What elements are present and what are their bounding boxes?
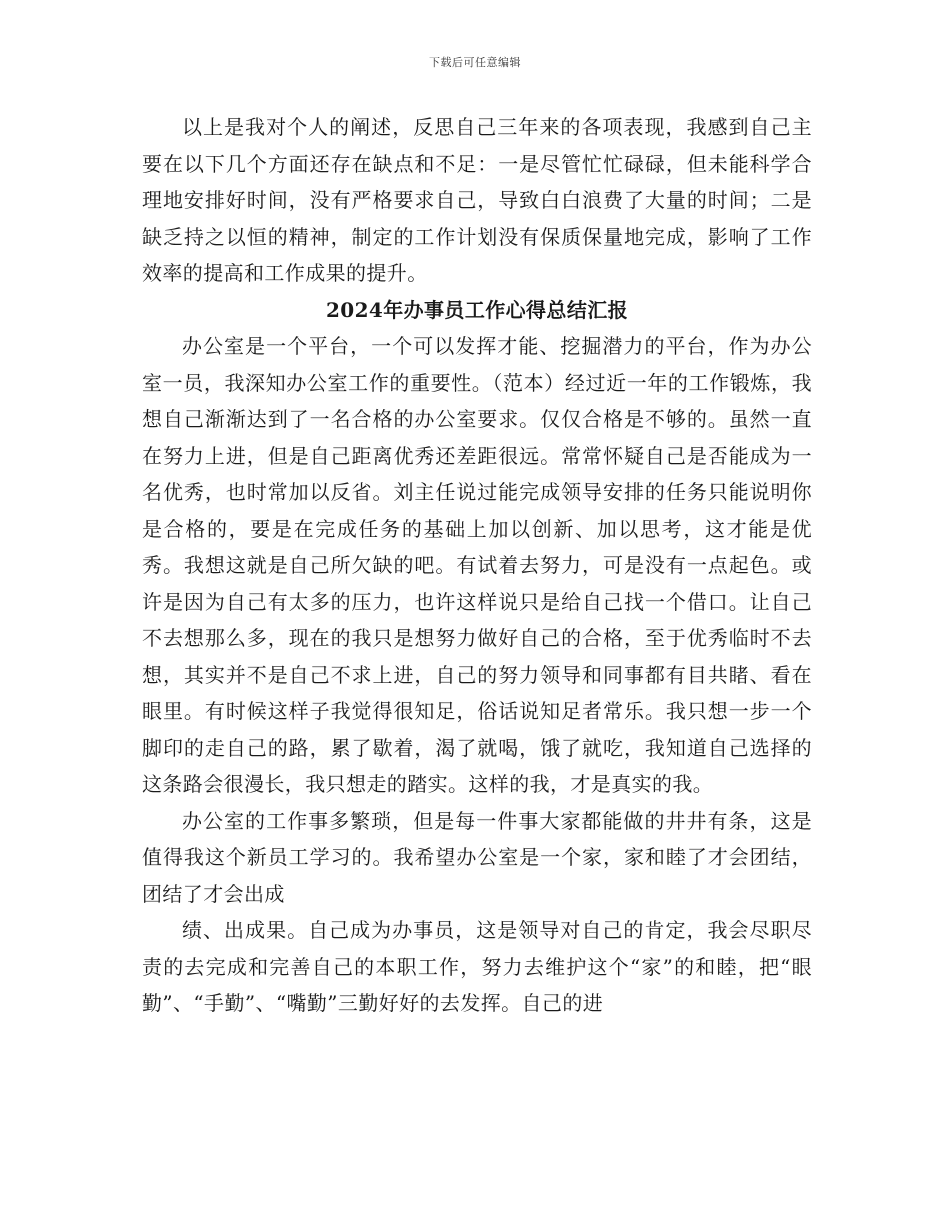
paragraph-3: 绩、出成果。自己成为办事员，这是领导对自己的肯定，我会尽职尽责的去完成和完善自己的本职工作，努力去维护这个“家”的和睦，把“眼勤”、“手勤”、“嘴勤”三勤好好的去发挥。自己的进 — [142, 918, 812, 1015]
paragraph-2: 办公室的工作事多繁琐，但是每一件事大家都能做的井井有条，这是值得我这个新员工学习的。我希望办公室是一个家，家和睦了才会团结，团结了才会出成 — [142, 808, 812, 906]
paragraph-intro: 以上是我对个人的阐述，反思自己三年来的各项表现，我感到自己主要在以下几个方面还存在缺点和不足：一是尽管忙忙碌碌，但未能科学合理地安排好时间，没有严格要求自己，导致白白浪费了大量的时间；二是缺乏持之以恒的精神，制定的工作计划没有保质保量地完成，影响了工作效率的提高和工作成果的提升。 — [142, 115, 812, 285]
section-title: 2024年办事员工作心得总结汇报 — [325, 297, 629, 322]
document-body — [142, 109, 812, 1022]
page-header-note: 下载后可任意编辑 — [429, 56, 521, 69]
paragraph-1: 办公室是一个平台，一个可以发挥才能、挖掘潜力的平台，作为办公室一员，我深知办公室工作的重要性。（范本）经过近一年的工作锻炼，我想自己渐渐达到了一名合格的办公室要求。仅仅合格是不够的。虽然一直在努力上进，但是自己距离优秀还差距很远。常常怀疑自己是否能成为一名优秀，也时常加以反省。刘主任说过能完成领导安排的任务只能说明你是合格的，要是在完成任务的基础上加以创新、加以思考，这才能是优秀。我想这就是自己所欠缺的吧。有试着去努力，可是没有一点起色。或许是因为自己有太多的压力，也许这样说只是给自己找一个借口。让自己不去想那么多，现在的我只是想努力做好自己的合格，至于优秀临时不去想，其实并不是自己不求上进，自己的努力领导和同事都有目共睹、看在眼里。有时候这样子我觉得很知足，俗话说知足者常乐。我只想一步一个脚印的走自己的路，累了歇着，渴了就喝，饿了就吃，我知道自己选择的这条路会很漫长，我只想走的踏实。这样的我，才是真实的我。 — [142, 334, 812, 796]
